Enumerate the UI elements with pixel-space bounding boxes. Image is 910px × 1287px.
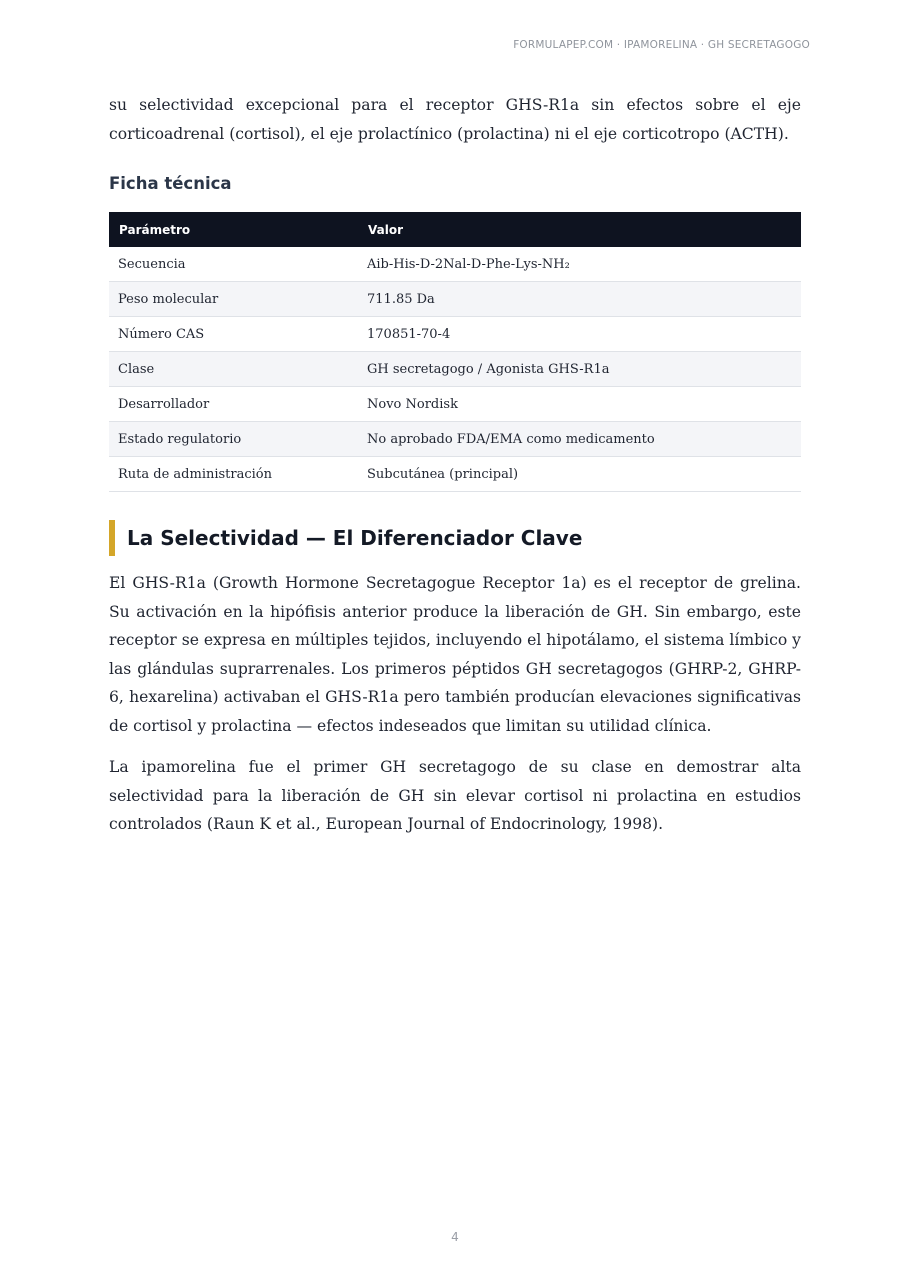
selectivity-paragraph: El GHS-R1a (Growth Hormone Secretagogue Receptor 1a) es el receptor de grelina. Su activación en la hipófisis anterior produce la liberación de GH. Sin embargo, este receptor se expresa en múltiples tejidos, incluyendo el hipotálamo, el sistema límbico y las glándulas suprarrenales. Los primeros péptidos GH secretagogos (GHRP-2, GHRP-6, hexarelina) activaban el GHS-R1a pero también producían elevaciones significativas de cortisol y prolactina — efectos indeseados que limitan su utilidad clínica. [109,574,801,735]
row-value: No aprobado FDA/EMA como medicamento [358,422,801,457]
table-row [109,422,801,457]
table-row [109,282,801,317]
row-value: Novo Nordisk [358,387,801,422]
spec-table [109,212,801,492]
row-param: Ruta de administración [109,457,358,492]
column-header-parameter: Parámetro [119,222,191,237]
table-row [109,317,801,352]
row-value: 711.85 Da [358,282,801,317]
row-param: Secuencia [109,247,358,282]
selectivity-section-title: La Selectividad — El Diferenciador Clave [109,520,801,556]
row-param: Desarrollador [109,387,358,422]
intro-paragraph: su selectividad excepcional para el receptor GHS-R1a sin efectos sobre el eje corticoadrenal (cortisol), el eje prolactínico (prolactina) ni el eje corticotropo (ACTH). [109,96,801,143]
row-value: 170851-70-4 [358,317,801,352]
row-param: Clase [109,352,358,387]
page-number: 4 [451,1230,459,1244]
row-param: Número CAS [109,317,358,352]
table-header-row [109,212,801,247]
row-value: Aib-His-D-2Nal-D-Phe-Lys-NH₂ [358,247,801,282]
selectivity-paragraph: La ipamorelina fue el primer GH secretagogo de su clase en demostrar alta selectividad para la liberación de GH sin elevar cortisol ni prolactina en estudios controlados (Raun K et al., European Journal of Endocrinology, 1998). [109,758,801,833]
row-value: Subcutánea (principal) [358,457,801,492]
column-header-value: Valor [368,222,404,237]
table-row [109,387,801,422]
table-row [109,247,801,282]
page-content [109,91,801,839]
row-param: Estado regulatorio [109,422,358,457]
row-value: GH secretagogo / Agonista GHS-R1a [358,352,801,387]
running-header: FORMULAPEP.COM · IPAMORELINA · GH SECRETAGOGO [513,39,810,51]
spec-section-title: Ficha técnica [109,174,232,193]
table-row [109,352,801,387]
row-param: Peso molecular [109,282,358,317]
table-row [109,457,801,492]
